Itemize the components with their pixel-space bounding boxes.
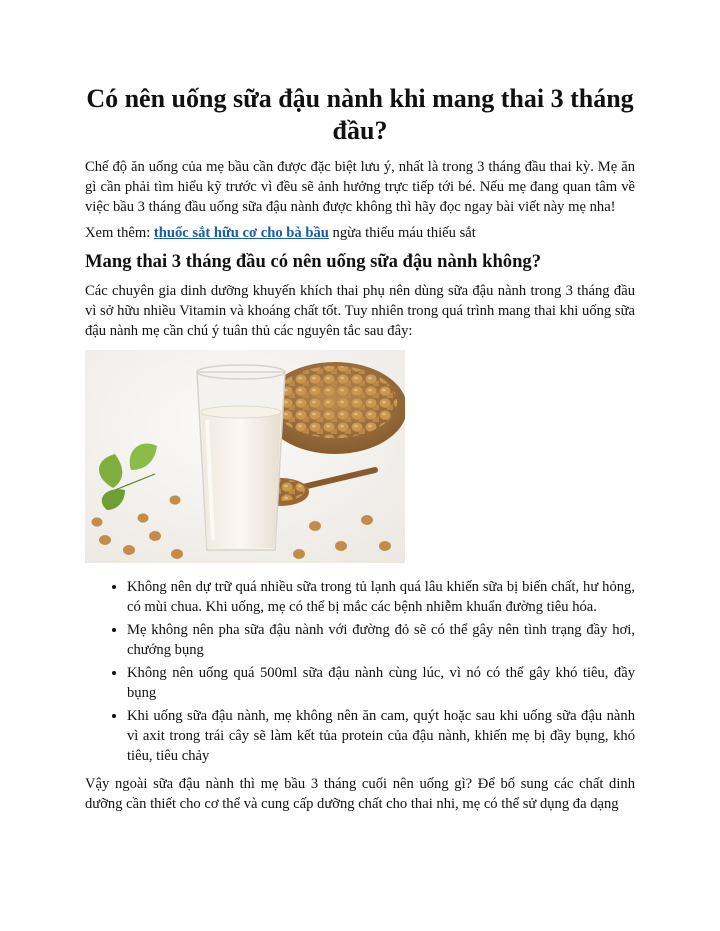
see-also-link[interactable]: thuốc sắt hữu cơ cho bà bầu — [153, 225, 329, 241]
section-paragraph: Các chuyên gia dinh dưỡng khuyến khích thai phụ nên dùng sữa đậu nành trong 3 tháng đầu vì sở hữu nhiều Vitamin và khoáng chất tốt. Tuy nhiên trong quá trình mang thai khi uống sữa đậu nành mẹ cần chú ý tuân thủ các nguyên tắc sau đây: — [85, 283, 635, 339]
guideline-list — [85, 577, 635, 766]
list-item: • Mẹ không nên pha sữa đậu nành với đường đỏ sẽ có thể gây nên tình trạng đầy hơi, chướng bụng — [127, 620, 635, 660]
see-also-suffix: ngừa thiếu máu thiếu sắt — [328, 225, 476, 241]
see-also-line — [85, 223, 635, 243]
outro-paragraph: Vậy ngoài sữa đậu nành thì mẹ bầu 3 tháng cuối nên uống gì? Để bổ sung các chất dinh dưỡng cần thiết cho cơ thể và cung cấp dưỡng chất cho thai nhi, mẹ có thể sử dụng đa dạng — [85, 776, 635, 812]
article-title: Có nên uống sữa đậu nành khi mang thai 3 tháng đầu? — [86, 84, 634, 145]
soy-milk-photo — [85, 350, 405, 563]
section-heading: Mang thai 3 tháng đầu có nên uống sữa đậu nành không? — [85, 251, 542, 272]
list-item: • Không nên uống quá 500ml sữa đậu nành cùng lúc, vì nó có thể gây khó tiêu, đầy bụng — [127, 663, 635, 703]
list-item: • Không nên dự trữ quá nhiều sữa trong tủ lạnh quá lâu khiến sữa bị biến chất, hư hỏng, có mùi chua. Khi uống, mẹ có thể bị mắc các bệnh nhiễm khuẩn đường tiêu hóa. — [127, 577, 635, 617]
list-item: • Khi uống sữa đậu nành, mẹ không nên ăn cam, quýt hoặc sau khi uống sữa đậu nành vì axit trong trái cây sẽ làm kết tủa protein của đậu nành, khiến mẹ bị đầy bụng, khó tiêu, tiêu chảy — [127, 706, 635, 766]
intro-paragraph: Chế độ ăn uống của mẹ bầu cần được đặc biệt lưu ý, nhất là trong 3 tháng đầu thai kỳ. Mẹ ăn gì cần phải tìm hiểu kỹ trước vì đều sẽ ảnh hưởng trực tiếp tới bé. Nếu mẹ đang quan tâm về việc bầu 3 tháng đầu uống sữa đậu nành được không thì hãy đọc ngay bài viết này mẹ nha! — [85, 159, 635, 215]
article-body — [85, 83, 635, 814]
see-also-prefix: Xem thêm: — [85, 225, 154, 241]
